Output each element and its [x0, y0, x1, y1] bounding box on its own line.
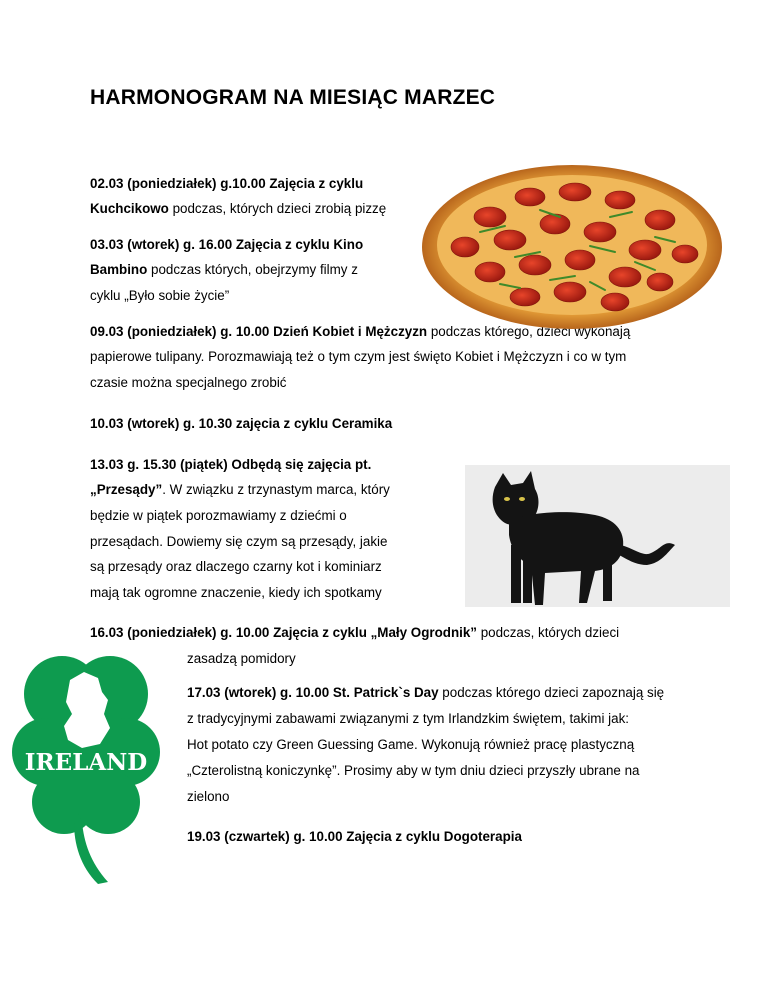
page-title: HARMONOGRAM NA MIESIĄC MARZEC — [90, 86, 496, 109]
entry-line: Hot potato czy Green Guessing Game. Wykonują również pracę plastyczną — [187, 737, 635, 752]
entry-line: papierowe tulipany. Porozmawiają też o tym czym jest święto Kobiet i Mężczyzn i co w tym — [90, 349, 627, 364]
entry-line: 03.03 (wtorek) g. 16.00 Zajęcia z cyklu Kino — [90, 237, 364, 252]
pizza-image — [420, 162, 725, 332]
ireland-shamrock-image — [12, 652, 160, 884]
entry-line: mają tak ogromne znaczenie, kiedy ich spotkamy — [90, 585, 382, 600]
entry-line: „Przesądy”. W związku z trzynastym marca, który — [90, 482, 390, 497]
entry-line: 02.03 (poniedziałek) g.10.00 Zajęcia z cyklu — [90, 176, 364, 191]
ireland-label: IRELAND — [24, 749, 148, 776]
entry-line: będzie w piątek porozmawiamy z dziećmi o — [90, 508, 347, 523]
entry-line: 10.03 (wtorek) g. 10.30 zajęcia z cyklu Ceramika — [90, 416, 393, 431]
entry-line: z tradycyjnymi zabawami związanymi z tym Irlandzkim świętem, takimi jak: — [187, 711, 629, 726]
entry-line: 13.03 g. 15.30 (piątek) Odbędą się zajęcia pt. — [90, 457, 372, 472]
entry-line: 17.03 (wtorek) g. 10.00 St. Patrick`s Day podczas którego dzieci zapoznają się — [187, 685, 665, 700]
black-cat-image — [465, 465, 730, 607]
entry-line: są przesądy oraz dlaczego czarny kot i kominiarz — [90, 559, 382, 574]
entry-line: Bambino podczas których, obejrzymy filmy z — [90, 262, 358, 277]
entry-line: cyklu „Było sobie życie” — [90, 288, 230, 303]
entry-line: 16.03 (poniedziałek) g. 10.00 Zajęcia z cyklu „Mały Ogrodnik” podczas, których dzieci — [90, 625, 620, 640]
entry-line: zielono — [187, 789, 230, 804]
entry-line: przesądach. Dowiemy się czym są przesądy, jakie — [90, 534, 388, 549]
entry-line: „Czterolistną koniczynkę”. Prosimy aby w tym dniu dzieci przyszły ubrane na — [187, 763, 640, 778]
entry-line: zasadzą pomidory — [187, 651, 296, 666]
entry-line: 19.03 (czwartek) g. 10.00 Zajęcia z cyklu Dogoterapia — [187, 829, 522, 844]
entry-line: czasie można specjalnego zrobić — [90, 375, 287, 390]
entry-line: 09.03 (poniedziałek) g. 10.00 Dzień Kobiet i Mężczyzn podczas którego, dzieci wykonają — [90, 324, 631, 339]
entry-line: Kuchcikowo podczas, których dzieci zrobią pizzę — [90, 201, 387, 216]
